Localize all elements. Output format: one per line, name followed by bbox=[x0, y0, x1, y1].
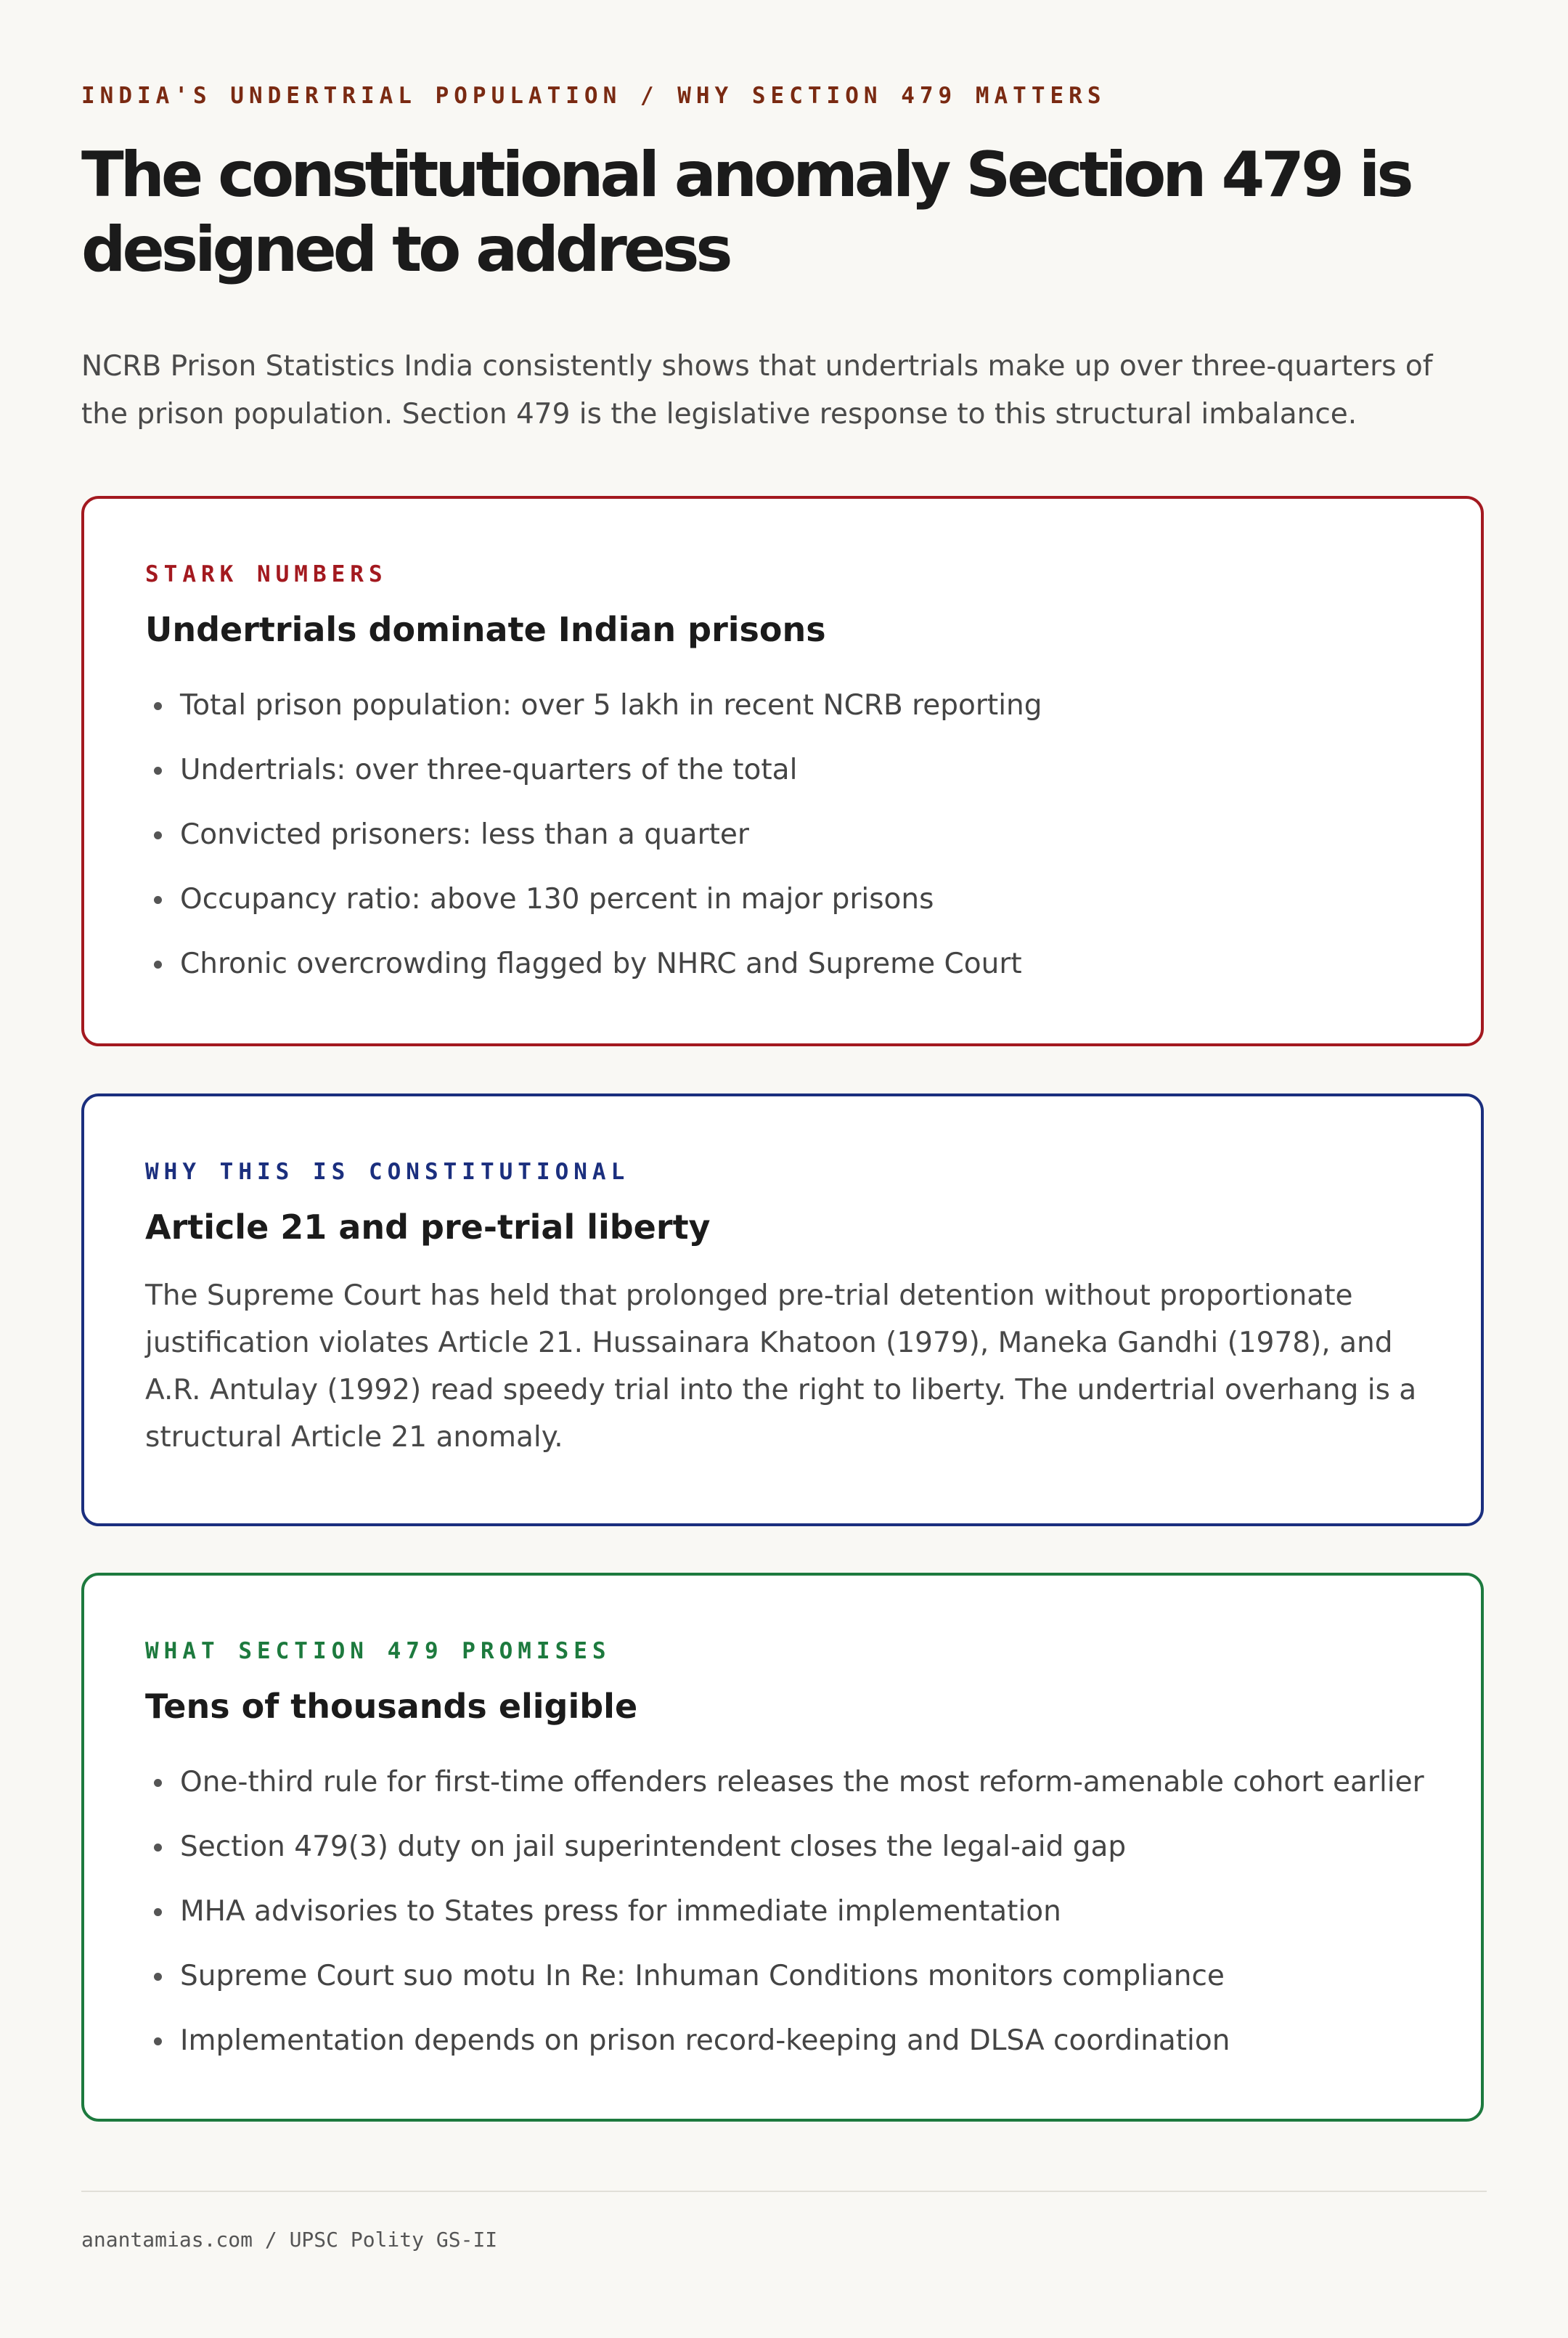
list-item: One-third rule for first-time offenders releases the most reform-amenable cohort earlier bbox=[145, 1750, 1424, 1814]
lede-paragraph: NCRB Prison Statistics India consistently shows that undertrials make up over three-quarters of the prison population. Section 479 is the legislative response to this structural imbalance. bbox=[81, 350, 1433, 431]
page-title: The constitutional anomaly Section 479 is designed to address bbox=[81, 139, 1410, 286]
footer-divider bbox=[81, 2191, 1487, 2192]
list-item: Undertrials: over three-quarters of the total bbox=[145, 738, 1042, 802]
list-item: Total prison population: over 5 lakh in recent NCRB reporting bbox=[145, 673, 1042, 738]
stark-numbers-label: STARK NUMBERS bbox=[145, 561, 388, 587]
promises-heading: Tens of thousands eligible bbox=[145, 1687, 638, 1726]
promises-label: WHAT SECTION 479 PROMISES bbox=[145, 1638, 611, 1664]
constitutional-heading: Article 21 and pre-trial liberty bbox=[145, 1207, 711, 1247]
list-item: Occupancy ratio: above 130 percent in major prisons bbox=[145, 867, 1042, 932]
constitutional-body: The Supreme Court has held that prolonged pre-trial detention without proportionate justification violates Article 21. Hussainara Khatoon (1979), Maneka Gandhi (1978), and A.R. Antulay (1992) read speedy trial into the right to liberty. The undertrial overhang is a structural Article 21 anomaly. bbox=[145, 1279, 1417, 1454]
stark-numbers-heading: Undertrials dominate Indian prisons bbox=[145, 610, 826, 649]
list-item: Convicted prisoners: less than a quarter bbox=[145, 802, 1042, 867]
list-item: MHA advisories to States press for immediate implementation bbox=[145, 1879, 1424, 1944]
list-item: Section 479(3) duty on jail superintendent closes the legal-aid gap bbox=[145, 1814, 1424, 1879]
list-item: Supreme Court suo motu In Re: Inhuman Conditions monitors compliance bbox=[145, 1944, 1424, 2008]
stark-numbers-list bbox=[145, 673, 1042, 996]
promises-list bbox=[145, 1750, 1424, 2073]
footer-credit: anantamias.com / UPSC Polity GS-II bbox=[81, 2228, 498, 2252]
eyebrow-kicker: INDIA'S UNDERTRIAL POPULATION / WHY SECTION 479 MATTERS bbox=[81, 83, 1106, 109]
stark-numbers-card bbox=[81, 496, 1484, 1046]
constitutional-label: WHY THIS IS CONSTITUTIONAL bbox=[145, 1159, 630, 1185]
constitutional-card bbox=[81, 1093, 1484, 1526]
section-479-promises-card bbox=[81, 1573, 1484, 2122]
list-item: Implementation depends on prison record-keeping and DLSA coordination bbox=[145, 2008, 1424, 2073]
list-item: Chronic overcrowding flagged by NHRC and Supreme Court bbox=[145, 932, 1042, 996]
